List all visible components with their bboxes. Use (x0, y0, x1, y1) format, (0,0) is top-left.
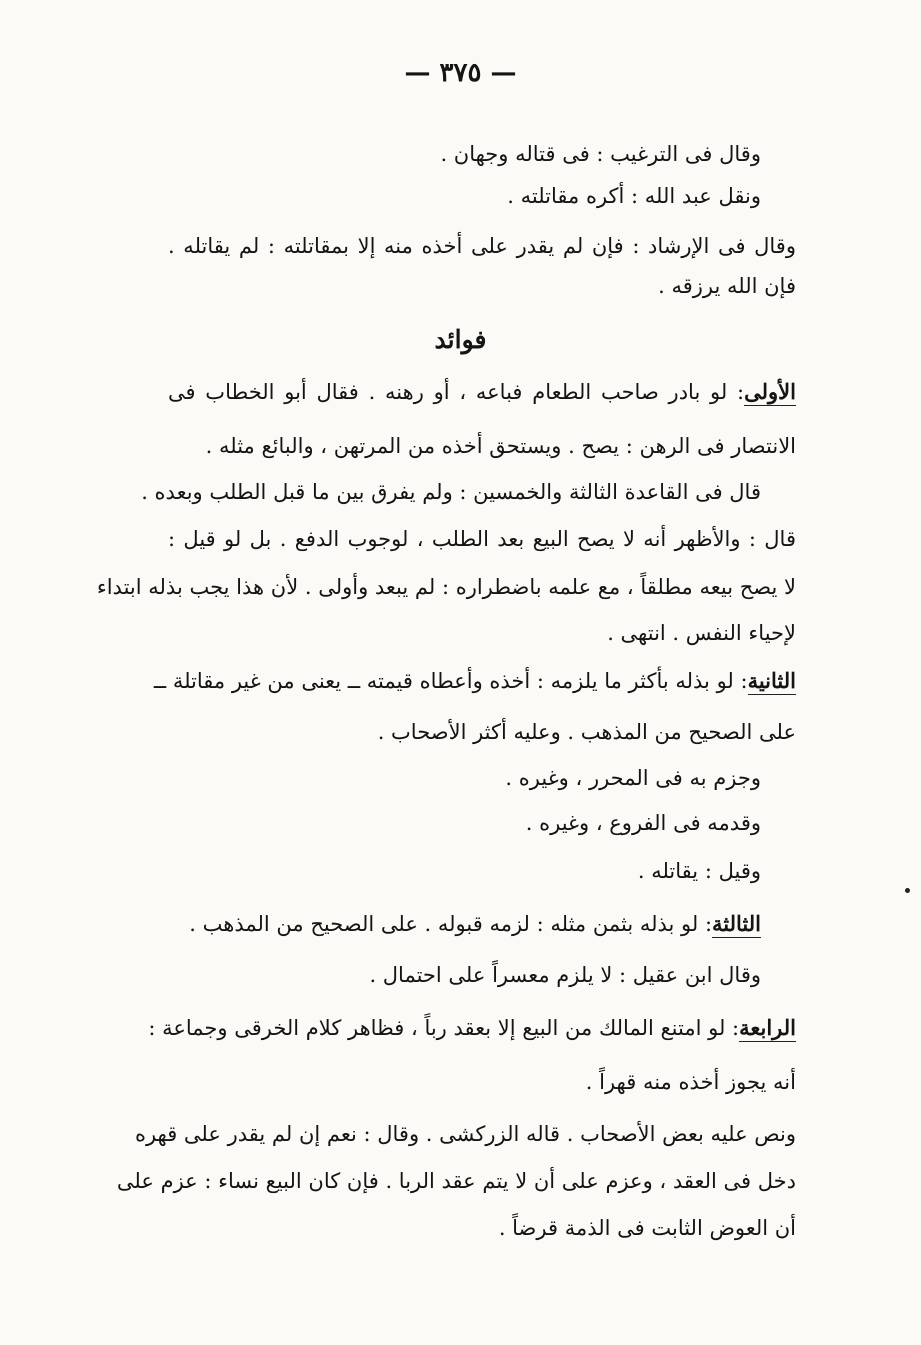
text-segment: : لو بذله بأكثر ما يلزمه : أخذه وأعطاه قيمته ــ يعنى من غير مقاتلة ــ (153, 669, 748, 693)
text-line: لإحياء النفس . انتهى . (607, 621, 796, 645)
text-line: وقال ابن عقيل : لا يلزم معسراً على احتمال . (369, 963, 761, 987)
point-label-fourth: الرابعة (739, 1015, 796, 1040)
paragraph-line (148, 1010, 796, 1046)
paragraph-line (168, 374, 796, 410)
text-line: ونص عليه بعض الأصحاب . قاله الزركشى . وقال : نعم إن لم يقدر على قهره (134, 1122, 796, 1146)
paragraph-line (153, 663, 796, 699)
text-line: أن العوض الثابت فى الذمة قرضاً . (498, 1216, 796, 1240)
page-number: — ٣٧٥ — (404, 58, 517, 88)
text-segment: : لو امتنع المالك من البيع إلا بعقد رباً ، فظاهر كلام الخرقى وجماعة : (148, 1016, 740, 1040)
text-line: دخل فى العقد ، وعزم على أن لا يتم عقد الربا . فإن كان البيع نساء : عزم على (116, 1169, 796, 1193)
text-line: قال : والأظهر أنه لا يصح البيع بعد الطلب ، لوجوب الدفع . بل لو قيل : (168, 527, 796, 551)
text-line: على الصحيح من المذهب . وعليه أكثر الأصحاب . (377, 720, 796, 744)
text-line: وقال فى الإرشاد : فإن لم يقدر على أخذه منه إلا بمقاتلته : لم يقاتله . (168, 234, 796, 258)
text-line: فإن الله يرزقه . (658, 274, 796, 298)
ink-speck (905, 888, 910, 893)
paragraph-line (189, 906, 761, 942)
text-line: قال فى القاعدة الثالثة والخمسين : ولم يفرق بين ما قبل الطلب وبعده . (141, 480, 761, 504)
point-label-first: الأولى (744, 379, 796, 404)
text-line: وقدمه فى الفروع ، وغيره . (525, 811, 761, 835)
text-segment: : لو بادر صاحب الطعام فباعه ، أو رهنه . فقال أبو الخطاب فى (168, 380, 745, 404)
section-heading: فوائد (434, 325, 487, 354)
text-line: لا يصح بيعه مطلقاً ، مع علمه باضطراره : لم يبعد وأولى . لأن هذا يجب بذله ابتداء (96, 575, 796, 599)
text-line: وقال فى الترغيب : فى قتاله وجهان . (440, 142, 761, 166)
text-line: الانتصار فى الرهن : يصح . ويستحق أخذه من المرتهن ، والبائع مثله . (205, 434, 796, 458)
text-line: ونقل عبد الله : أكره مقاتلته . (507, 184, 761, 208)
text-line: وجزم به فى المحرر ، وغيره . (505, 766, 761, 790)
point-label-third: الثالثة (712, 911, 761, 936)
text-line: أنه يجوز أخذه منه قهراً . (585, 1070, 796, 1094)
text-segment: : لو بذله بثمن مثله : لزمه قبوله . على الصحيح من المذهب . (189, 912, 713, 936)
point-label-second: الثانية (747, 668, 796, 693)
text-line: وقيل : يقاتله . (637, 859, 761, 883)
